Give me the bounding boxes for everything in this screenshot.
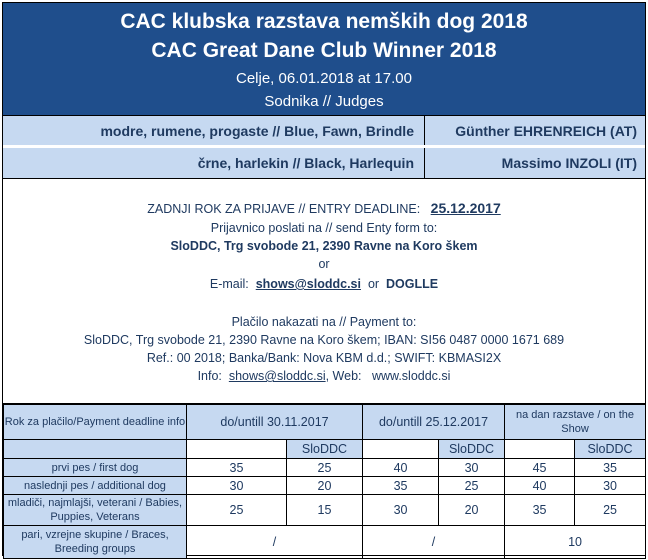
- period-3-header: na dan razstave / on the Show: [505, 405, 646, 440]
- judge-row-1: [3, 116, 645, 147]
- info-label: Info:: [197, 369, 222, 383]
- empty-cell: [4, 440, 187, 459]
- title-english: CAC Great Dane Club Winner 2018: [151, 39, 497, 62]
- email-link[interactable]: shows@sloddc.si: [255, 277, 361, 291]
- fee-cell: 35: [505, 495, 575, 526]
- header-banner: [3, 3, 645, 116]
- member-header-1: SloDDC: [287, 440, 363, 459]
- fee-cell: 15: [287, 495, 363, 526]
- payment-label: Plačilo nakazati na // Payment to:: [231, 315, 417, 329]
- payment-deadline-header: Rok za plačilo/Payment deadline info: [4, 405, 187, 440]
- judge-1-name: Günther EHRENREICH (AT): [455, 123, 637, 139]
- fee-cell: 35: [187, 459, 287, 477]
- fee-cell: 10: [505, 526, 646, 559]
- fee-cell: 30: [363, 495, 439, 526]
- fee-cell: 25: [575, 495, 646, 526]
- fee-cell: 20: [287, 477, 363, 495]
- deadline-line: [3, 199, 645, 218]
- period-1-header: do/untill 30.11.2017: [187, 405, 363, 440]
- fee-cell: 30: [575, 477, 646, 495]
- or-text: or: [318, 257, 330, 271]
- fee-cell: /: [363, 526, 505, 559]
- entry-info-block: [3, 179, 645, 404]
- deadline-label: ZADNJI ROK ZA PRIJAVE // ENTRY DEADLINE:: [147, 202, 421, 216]
- fees-table: [3, 404, 646, 559]
- or-text-2: or: [367, 277, 380, 291]
- info-line: [3, 367, 645, 385]
- fee-cell: 35: [575, 459, 646, 477]
- fee-cell: /: [187, 526, 363, 559]
- fee-cell: 30: [187, 477, 287, 495]
- fee-cell: 40: [505, 477, 575, 495]
- entry-address: SloDDC, Trg svobode 21, 2390 Ravne na Koro škem: [170, 239, 478, 253]
- dogle-text: DOGLLE: [386, 277, 439, 291]
- show-info-sheet: [2, 2, 646, 556]
- web-link[interactable]: www.sloddc.si: [371, 369, 451, 383]
- payment-line-2: Ref.: 00 2018; Banka/Bank: Nova KBM d.d.; SWIFT: KBMASI2X: [146, 351, 502, 365]
- member-header-3: SloDDC: [575, 440, 646, 459]
- empty-cell: [187, 440, 287, 459]
- fee-row-label: pari, vzrejne skupine / Braces, Breeding groups: [4, 526, 187, 559]
- fee-cell: 25: [439, 477, 505, 495]
- fee-cell: 20: [439, 495, 505, 526]
- title-slovenian: CAC klubska razstava nemških dog 2018: [120, 10, 528, 33]
- fee-cell: 35: [363, 477, 439, 495]
- fee-row-label: mladiči, najmlajši, veterani / Babies, Puppies, Veterans: [4, 495, 187, 526]
- email-line: [3, 275, 645, 293]
- fee-cell: 45: [505, 459, 575, 477]
- web-label: , Web:: [325, 369, 362, 383]
- fee-cell: 30: [439, 459, 505, 477]
- date-line: Celje, 06.01.2018 at 17.00: [236, 70, 412, 87]
- member-header-2: SloDDC: [439, 440, 505, 459]
- send-label: Prijavnico poslati na // send Enty form to:: [210, 221, 438, 235]
- judge-row-2: [3, 148, 645, 179]
- fee-cell: 40: [363, 459, 439, 477]
- judge-2-colors: črne, harlekin // Black, Harlequin: [3, 148, 425, 178]
- fee-row-label: prvi pes / first dog: [4, 459, 187, 477]
- info-email-link[interactable]: shows@sloddc.si: [228, 369, 326, 383]
- period-2-header: do/untill 25.12.2017: [363, 405, 505, 440]
- fee-cell: 25: [187, 495, 287, 526]
- payment-line-1: SloDDC, Trg svobode 21, 2390 Ravne na Koro škem; IBAN: SI56 0487 0000 1671 689: [83, 333, 565, 347]
- judge-2-name: Massimo INZOLI (IT): [501, 155, 637, 171]
- empty-cell: [363, 440, 439, 459]
- fee-row-label: naslednji pes / additional dog: [4, 477, 187, 495]
- fee-cell: 25: [287, 459, 363, 477]
- deadline-date: 25.12.2017: [430, 200, 501, 216]
- judge-1-colors: modre, rumene, progaste // Blue, Fawn, Brindle: [3, 116, 425, 146]
- judges-line: Sodnika // Judges: [264, 93, 384, 110]
- empty-cell: [505, 440, 575, 459]
- email-label: E-mail:: [209, 277, 249, 291]
